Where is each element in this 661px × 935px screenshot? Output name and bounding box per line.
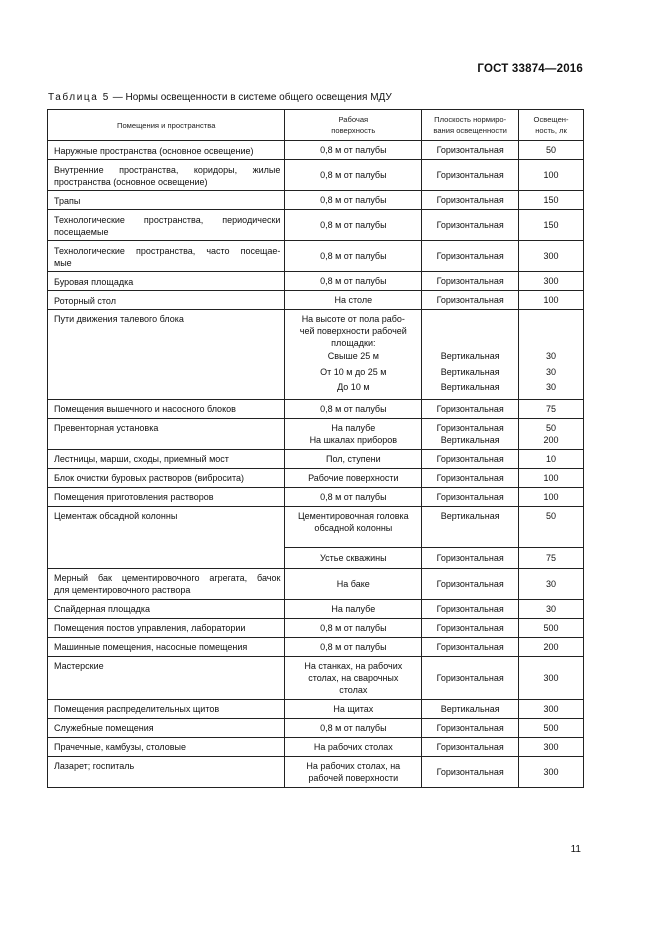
cell-plane-line: Вертикальная — [440, 382, 500, 392]
cell-room: Наружные пространства (основное освещение) — [48, 141, 285, 160]
cell-lux-line: 50 — [546, 422, 557, 433]
cell-surface: 0,8 м от палубы — [285, 160, 422, 191]
table-caption-label: Таблица 5 — [48, 92, 110, 103]
cell-lux: 100 — [519, 160, 584, 191]
cell-surface-line: Цементировочная головка — [297, 510, 409, 521]
table-row — [48, 210, 584, 241]
header-lux-text: Освещен- ность, лк — [533, 115, 569, 135]
cell-surface-line: На высоте от пола рабо- — [301, 314, 405, 324]
cell-surface: 0,8 м от палубы — [285, 191, 422, 210]
cell-surface — [285, 310, 422, 400]
cell-plane: Вертикальная — [422, 699, 519, 718]
cell-plane: Горизонтальная — [422, 210, 519, 241]
cell-surface — [285, 506, 422, 547]
table-row — [48, 737, 584, 756]
cell-lux: 30 — [519, 599, 584, 618]
cell-room: Помещения распределительных щитов — [48, 699, 285, 718]
cell-room: Трапы — [48, 191, 285, 210]
cell-lux: 30 — [519, 568, 584, 599]
cell-room: Цементаж обсадной колонны — [48, 506, 285, 568]
cell-lux: 300 — [519, 737, 584, 756]
cell-lux: 300 — [519, 699, 584, 718]
cell-room-line: Технологические пространства, часто посещае- — [54, 245, 281, 256]
cell-lux: 10 — [519, 449, 584, 468]
cell-room: Спайдерная площадка — [48, 599, 285, 618]
cell-lux: 300 — [519, 656, 584, 699]
cell-lux: 75 — [519, 399, 584, 418]
table-row — [48, 160, 584, 191]
cell-plane: Горизонтальная — [422, 449, 519, 468]
cell-lux: 150 — [519, 210, 584, 241]
table-row — [48, 141, 584, 160]
cell-plane — [422, 310, 519, 400]
cell-surface: На рабочих столах — [285, 737, 422, 756]
table-row — [48, 468, 584, 487]
table-row — [48, 449, 584, 468]
table-row — [48, 656, 584, 699]
cell-room: Лазарет; госпиталь — [48, 756, 285, 787]
cell-surface: На столе — [285, 291, 422, 310]
cell-lux-line: 30 — [546, 382, 557, 392]
cell-room: Служебные помещения — [48, 718, 285, 737]
cell-lux: 75 — [519, 547, 584, 568]
header-lux — [519, 110, 584, 141]
table-row — [48, 310, 584, 400]
cell-plane: Горизонтальная — [422, 618, 519, 637]
cell-surface: Рабочие поверхности — [285, 468, 422, 487]
cell-surface-line: На рабочих столах, на — [306, 760, 401, 771]
cell-surface-line: чей поверхности рабочей — [299, 326, 407, 336]
cell-lux: 100 — [519, 291, 584, 310]
cell-room: Буровая площадка — [48, 272, 285, 291]
cell-surface-line: рабочей поверхности — [308, 772, 399, 783]
document-code: ГОСТ 33874—2016 — [477, 63, 583, 75]
cell-lux: 300 — [519, 241, 584, 272]
table-header-row — [48, 110, 584, 141]
table-row — [48, 506, 584, 547]
cell-surface: 0,8 м от палубы — [285, 718, 422, 737]
cell-room-line: Внутренние пространства, коридоры, жилые — [54, 164, 281, 175]
table-row — [48, 718, 584, 737]
cell-room: Роторный стол — [48, 291, 285, 310]
cell-room: Помещения приготовления растворов — [48, 487, 285, 506]
cell-surface: 0,8 м от палубы — [285, 141, 422, 160]
cell-surface: На баке — [285, 568, 422, 599]
cell-plane: Горизонтальная — [422, 547, 519, 568]
illumination-norms-table — [47, 109, 584, 788]
table-row — [48, 487, 584, 506]
table-row — [48, 191, 584, 210]
cell-lux: 300 — [519, 756, 584, 787]
cell-surface-line: столах, на сварочных — [308, 672, 399, 683]
cell-room: Превенторная установка — [48, 418, 285, 449]
cell-room: Лестницы, марши, сходы, приемный мост — [48, 449, 285, 468]
cell-room: Помещения постов управления, лаборатории — [48, 618, 285, 637]
cell-surface-line: Свыше 25 м — [327, 351, 379, 361]
cell-surface: Пол, ступени — [285, 449, 422, 468]
cell-room-line: для цементировочного раствора — [54, 585, 191, 595]
cell-room: Прачечные, камбузы, столовые — [48, 737, 285, 756]
cell-plane: Горизонтальная — [422, 637, 519, 656]
cell-room-line: пространства (основное освещение) — [54, 176, 208, 187]
cell-plane: Горизонтальная — [422, 191, 519, 210]
cell-room-line: Технологические пространства, периодически — [54, 214, 281, 225]
table-row — [48, 418, 584, 449]
cell-room: Машинные помещения, насосные помещения — [48, 637, 285, 656]
table-row — [48, 618, 584, 637]
cell-lux-line — [521, 313, 581, 325]
table-row — [48, 637, 584, 656]
cell-lux: 500 — [519, 718, 584, 737]
table-caption — [48, 92, 392, 103]
cell-lux-line: 30 — [546, 351, 557, 361]
cell-room — [48, 241, 285, 272]
cell-surface — [285, 418, 422, 449]
cell-plane-line — [424, 325, 516, 337]
cell-plane-line: Вертикальная — [440, 351, 500, 361]
cell-surface: 0,8 м от палубы — [285, 618, 422, 637]
table-row — [48, 568, 584, 599]
cell-surface — [285, 656, 422, 699]
cell-plane: Вертикальная — [422, 506, 519, 547]
cell-plane: Горизонтальная — [422, 272, 519, 291]
cell-plane — [422, 418, 519, 449]
table-row — [48, 399, 584, 418]
cell-plane: Горизонтальная — [422, 468, 519, 487]
cell-room — [48, 568, 285, 599]
cell-lux: 500 — [519, 618, 584, 637]
cell-lux-line: 200 — [543, 434, 559, 445]
cell-plane: Горизонтальная — [422, 737, 519, 756]
cell-room: Блок очистки буровых растворов (вибросита) — [48, 468, 285, 487]
cell-plane-line — [424, 313, 516, 325]
cell-surface-line: На палубе — [331, 422, 376, 433]
header-plane-text: Плоскость нормиро- вания освещенности — [433, 115, 507, 135]
cell-lux: 150 — [519, 191, 584, 210]
page-number: 11 — [570, 844, 581, 855]
cell-lux — [519, 310, 584, 400]
cell-lux: 50 — [519, 141, 584, 160]
cell-plane: Горизонтальная — [422, 141, 519, 160]
table-row — [48, 291, 584, 310]
cell-plane-line: Горизонтальная — [436, 422, 504, 433]
cell-plane-line: Вертикальная — [440, 434, 500, 445]
cell-plane-line: Вертикальная — [440, 366, 500, 377]
cell-surface: Устье скважины — [285, 547, 422, 568]
cell-surface: 0,8 м от палубы — [285, 272, 422, 291]
cell-plane: Горизонтальная — [422, 487, 519, 506]
cell-room — [48, 210, 285, 241]
cell-surface: 0,8 м от палубы — [285, 210, 422, 241]
table-body — [48, 141, 584, 788]
cell-room-line: мые — [54, 257, 72, 268]
cell-room: Помещения вышечного и насосного блоков — [48, 399, 285, 418]
cell-lux-line — [521, 337, 581, 349]
cell-lux-line: 30 — [546, 366, 557, 377]
cell-surface-line: площадки: — [331, 338, 376, 348]
cell-plane: Горизонтальная — [422, 718, 519, 737]
header-surface — [285, 110, 422, 141]
cell-plane-line — [424, 337, 516, 349]
cell-surface-line: На шкалах приборов — [309, 434, 398, 445]
cell-plane: Горизонтальная — [422, 160, 519, 191]
header-surface-text: Рабочая поверхность — [331, 115, 376, 135]
table-row — [48, 272, 584, 291]
cell-lux: 100 — [519, 487, 584, 506]
cell-lux: 300 — [519, 272, 584, 291]
cell-lux: 200 — [519, 637, 584, 656]
cell-surface-line: столах — [339, 684, 368, 695]
cell-surface-line: обсадной колонны — [314, 522, 393, 533]
table-row — [48, 599, 584, 618]
table-row — [48, 756, 584, 787]
cell-lux-line — [521, 325, 581, 337]
cell-plane: Горизонтальная — [422, 656, 519, 699]
cell-room — [48, 160, 285, 191]
cell-plane: Горизонтальная — [422, 241, 519, 272]
cell-room-line: посещаемые — [54, 226, 109, 237]
cell-plane: Горизонтальная — [422, 568, 519, 599]
cell-lux: 100 — [519, 468, 584, 487]
cell-lux — [519, 418, 584, 449]
table-row — [48, 241, 584, 272]
cell-surface — [285, 756, 422, 787]
cell-plane: Горизонтальная — [422, 756, 519, 787]
header-room: Помещения и пространства — [48, 110, 285, 141]
cell-room: Мастерские — [48, 656, 285, 699]
cell-surface: На щитах — [285, 699, 422, 718]
table-row — [48, 699, 584, 718]
cell-surface: 0,8 м от палубы — [285, 241, 422, 272]
cell-plane: Горизонтальная — [422, 291, 519, 310]
cell-lux: 50 — [519, 506, 584, 547]
cell-room: Пути движения талевого блока — [48, 310, 285, 400]
cell-surface-line: От 10 м до 25 м — [320, 366, 387, 377]
cell-surface: 0,8 м от палубы — [285, 487, 422, 506]
cell-surface: На палубе — [285, 599, 422, 618]
cell-plane: Горизонтальная — [422, 399, 519, 418]
cell-plane: Горизонтальная — [422, 599, 519, 618]
cell-surface: 0,8 м от палубы — [285, 399, 422, 418]
cell-surface-line: До 10 м — [337, 382, 370, 392]
header-plane — [422, 110, 519, 141]
cell-room-line: Мерный бак цементировочного агрегата, бачок — [54, 573, 281, 583]
table-caption-text: — Нормы освещенности в системе общего освещения МДУ — [109, 92, 392, 103]
cell-surface-line: На станках, на рабочих — [304, 660, 403, 671]
cell-surface: 0,8 м от палубы — [285, 637, 422, 656]
